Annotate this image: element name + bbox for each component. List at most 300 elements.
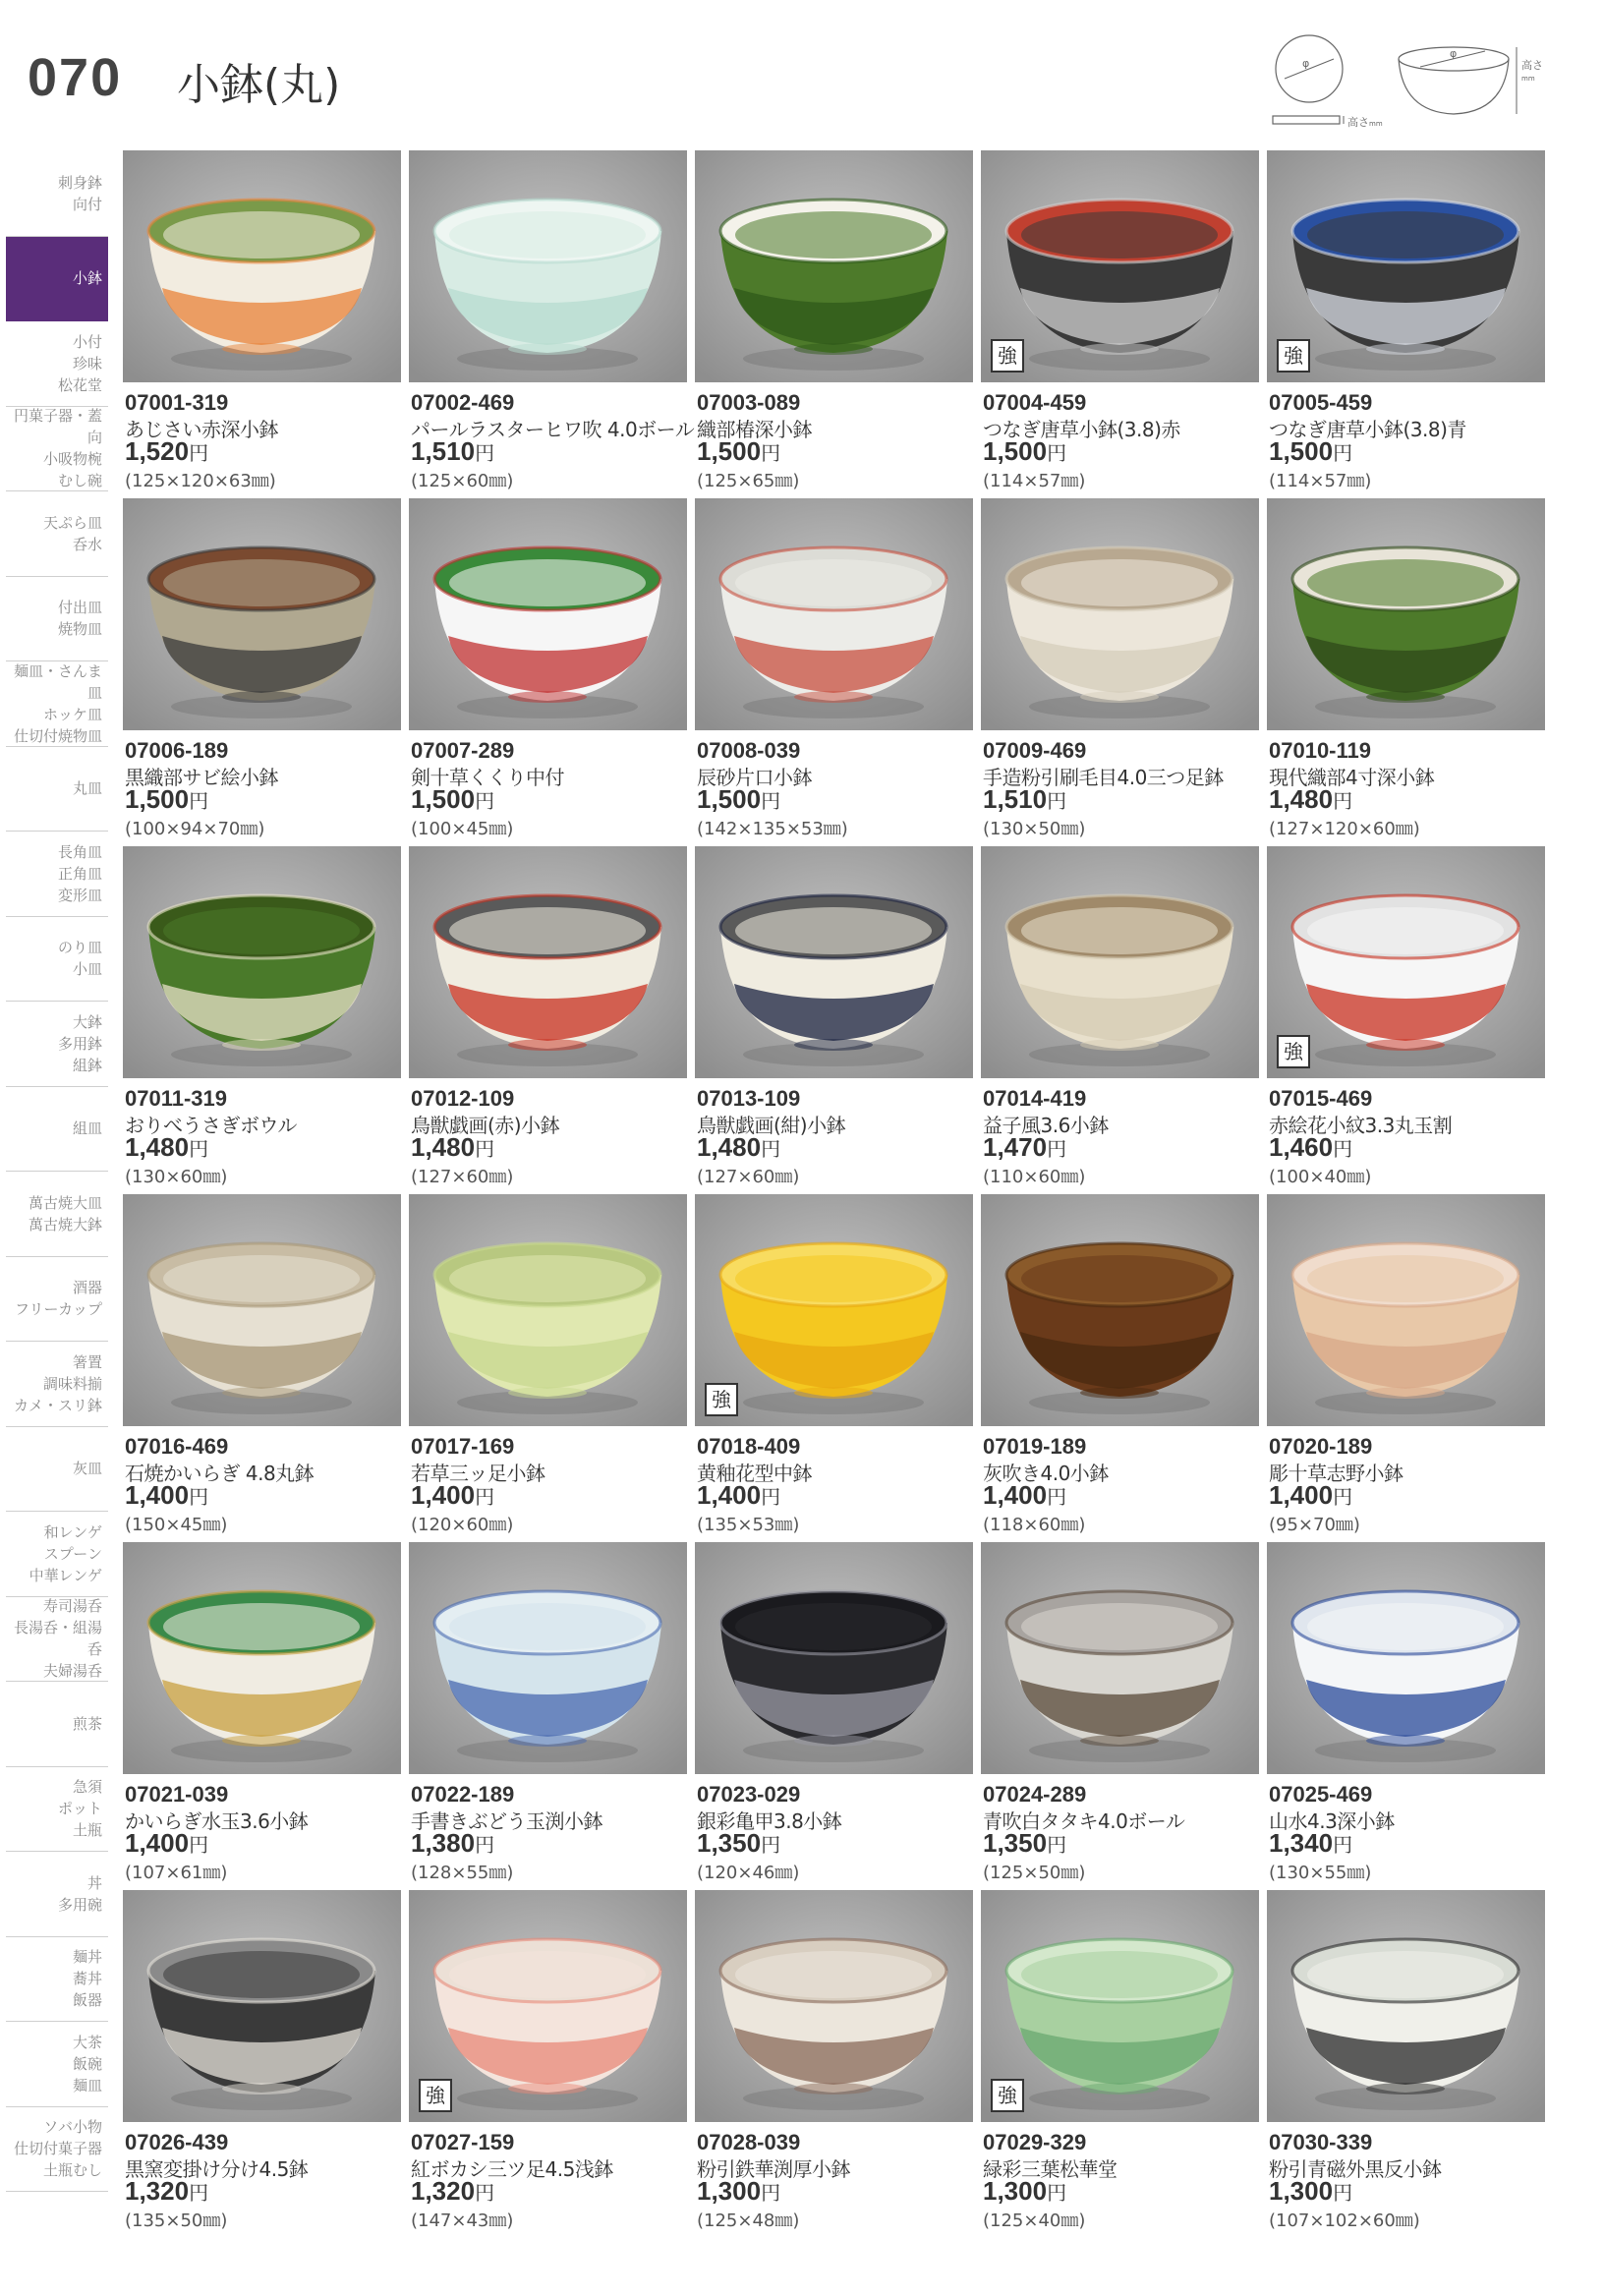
product-card[interactable] (695, 1542, 973, 1890)
product-name: 緑彩三葉松華堂 (983, 2157, 1117, 2181)
product-price (411, 2176, 494, 2207)
bowl-image (1267, 1542, 1545, 1774)
product-code: 07027-159 (411, 2130, 515, 2154)
price-currency: 円 (475, 443, 495, 465)
sidebar-item-label: 煎茶 (72, 1714, 102, 1733)
sidebar-item-label: 麺皿・さんま皿 ホッケ皿 仕切付焼物皿 (13, 661, 102, 745)
product-photo (981, 1542, 1259, 1774)
product-price (411, 784, 494, 815)
product-size: (125×48㎜) (697, 2210, 800, 2231)
price-currency: 円 (761, 791, 781, 813)
product-price (1269, 1132, 1352, 1163)
product-code: 07030-339 (1269, 2130, 1373, 2154)
sidebar-item-label: 急須 ポット 土瓶 (57, 1778, 102, 1840)
sidebar-item[interactable] (6, 151, 108, 237)
product-size: (100×45㎜) (411, 819, 514, 839)
sidebar-item[interactable] (6, 1512, 108, 1597)
product-size: (100×94×70㎜) (125, 819, 265, 839)
product-price (1269, 1480, 1352, 1511)
product-card[interactable] (409, 1890, 687, 2238)
product-name: 若草三ッ足小鉢 (411, 1462, 545, 1485)
bowl-image (1267, 498, 1545, 730)
bowl-image (409, 150, 687, 382)
bowl-image (981, 1194, 1259, 1426)
sidebar-item-label: 丸皿 (72, 779, 102, 798)
product-size: (127×120×60㎜) (1269, 819, 1420, 839)
product-card[interactable] (695, 150, 973, 498)
price-currency: 円 (189, 1487, 209, 1509)
product-photo (409, 1542, 687, 1774)
price-currency: 円 (1333, 1487, 1353, 1509)
product-price (697, 784, 780, 815)
bowl-image (123, 150, 401, 382)
product-size: (125×65㎜) (697, 471, 800, 491)
product-price (1269, 1828, 1352, 1859)
product-name: 青吹白タタキ4.0ボール (983, 1809, 1185, 1833)
price-currency: 円 (761, 1487, 781, 1509)
product-photo (695, 1194, 973, 1426)
product-card[interactable] (1267, 498, 1545, 846)
product-photo (123, 1890, 401, 2122)
product-size: (125×40㎜) (983, 2210, 1086, 2231)
product-code: 07007-289 (411, 738, 515, 763)
product-size: (114×57㎜) (1269, 471, 1372, 491)
product-size: (128×55㎜) (411, 1863, 514, 1883)
sidebar-item[interactable] (6, 491, 108, 577)
sidebar-item-label: ソバ小物 仕切付菓子器 土瓶むし (13, 2118, 102, 2180)
strength-badge: 強 (1277, 1035, 1310, 1068)
product-photo (409, 1194, 687, 1426)
product-card[interactable] (981, 1890, 1259, 2238)
sidebar-item-label: 大鉢 多用鉢 組鉢 (57, 1012, 102, 1074)
product-photo (1267, 498, 1545, 730)
product-name: 益子風3.6小鉢 (983, 1114, 1109, 1137)
sidebar-item[interactable] (6, 407, 108, 492)
product-code: 07015-469 (1269, 1086, 1373, 1111)
product-card[interactable] (1267, 1542, 1545, 1890)
price-currency: 円 (1333, 443, 1353, 465)
product-size: (125×50㎜) (983, 1863, 1086, 1883)
strength-badge: 強 (419, 2079, 452, 2112)
sidebar-item-label: 丼 多用碗 (57, 1873, 102, 1914)
price-currency: 円 (475, 1139, 495, 1161)
product-name: 銀彩亀甲3.8小鉢 (697, 1809, 842, 1833)
product-code: 07017-169 (411, 1434, 515, 1459)
sidebar-item[interactable] (6, 321, 108, 407)
product-photo (981, 150, 1259, 382)
price-currency: 円 (1333, 1835, 1353, 1857)
product-size: (118×60㎜) (983, 1515, 1086, 1535)
price-currency: 円 (189, 443, 209, 465)
product-size: (127×60㎜) (411, 1167, 514, 1187)
product-size: (150×45㎜) (125, 1515, 228, 1535)
product-code: 07016-469 (125, 1434, 229, 1459)
price-currency: 円 (475, 2183, 495, 2205)
price-value: 1,400 (125, 1828, 190, 1858)
product-code: 07008-039 (697, 738, 801, 763)
product-name: 灰吹き4.0小鉢 (983, 1462, 1109, 1485)
product-code: 07023-029 (697, 1782, 801, 1807)
bowl-image (695, 498, 973, 730)
product-name: 鳥獣戯画(赤)小鉢 (411, 1114, 560, 1137)
product-card[interactable] (1267, 1194, 1545, 1542)
bowl-image (409, 498, 687, 730)
product-card[interactable] (409, 150, 695, 498)
price-value: 1,400 (983, 1480, 1048, 1510)
product-price (983, 2176, 1066, 2207)
strength-badge: 強 (1277, 339, 1310, 373)
bowl-image (409, 1194, 687, 1426)
product-size: (127×60㎜) (697, 1167, 800, 1187)
sidebar-item-label: 灰皿 (72, 1460, 102, 1478)
price-currency: 円 (189, 791, 209, 813)
diagram-unit-label-1: mm (1369, 120, 1383, 128)
price-value: 1,400 (125, 1480, 190, 1510)
bowl-image (1267, 1890, 1545, 2122)
product-price (983, 1828, 1066, 1859)
sidebar-item[interactable] (6, 1172, 108, 1257)
product-name: おりべうさぎボウル (125, 1114, 297, 1137)
price-value: 1,480 (411, 1132, 476, 1162)
product-card[interactable] (123, 150, 401, 498)
sidebar-item-label: 和レンゲ スプーン 中華レンゲ (29, 1522, 102, 1584)
sidebar-item-label: 麺丼 蕎丼 飯器 (72, 1948, 102, 2010)
bowl-image (409, 1542, 687, 1774)
sidebar-item-label: 長角皿 正角皿 変形皿 (57, 842, 102, 904)
product-photo (695, 1542, 973, 1774)
product-name: 赤絵花小紋3.3丸玉割 (1269, 1114, 1453, 1137)
sidebar-item[interactable] (6, 2022, 108, 2107)
bowl-image (981, 846, 1259, 1078)
bowl-image (123, 498, 401, 730)
product-size: (107×61㎜) (125, 1863, 228, 1883)
price-value: 1,320 (411, 2176, 476, 2206)
sidebar-item[interactable] (6, 917, 108, 1003)
product-card[interactable] (695, 1194, 973, 1542)
sidebar-item[interactable] (6, 237, 108, 322)
product-price (125, 1828, 208, 1859)
product-photo (981, 498, 1259, 730)
sidebar-item[interactable] (6, 1852, 108, 1937)
product-size: (125×60㎜) (411, 471, 514, 491)
price-currency: 円 (1047, 2183, 1067, 2205)
price-value: 1,300 (983, 2176, 1048, 2206)
bowl-image (695, 1542, 973, 1774)
price-currency: 円 (1047, 791, 1067, 813)
product-card[interactable] (981, 1542, 1259, 1890)
page-number: 070 (28, 48, 123, 107)
product-code: 07010-119 (1269, 738, 1371, 763)
sidebar-item-label: 組皿 (72, 1119, 102, 1138)
price-value: 1,500 (697, 436, 762, 466)
product-photo (1267, 846, 1545, 1078)
bowl-image (981, 498, 1259, 730)
product-photo (981, 1194, 1259, 1426)
diagram-height-label-2: 高さ (1521, 59, 1543, 72)
product-size: (114×57㎜) (983, 471, 1086, 491)
sidebar-item-label: 円菓子器・蓋向 小吸物椀 むし碗 (13, 407, 102, 490)
sidebar-item[interactable] (6, 747, 108, 832)
bowl-image (123, 1890, 401, 2122)
price-value: 1,320 (125, 2176, 190, 2206)
product-price (983, 1132, 1066, 1163)
product-photo (409, 498, 687, 730)
product-photo (409, 150, 687, 382)
sidebar-item[interactable] (6, 1342, 108, 1427)
strength-badge: 強 (705, 1383, 738, 1416)
sidebar-item-label: 萬古焼大皿 萬古焼大鉢 (28, 1193, 102, 1234)
bowl-image (981, 1542, 1259, 1774)
product-photo (1267, 150, 1545, 382)
product-card[interactable] (695, 1890, 973, 2238)
product-price (125, 1480, 208, 1511)
product-code: 07009-469 (983, 738, 1087, 763)
product-card[interactable] (1267, 1890, 1545, 2238)
price-currency: 円 (1047, 443, 1067, 465)
product-code: 07022-189 (411, 1782, 515, 1807)
sidebar-item[interactable] (6, 661, 108, 747)
price-value: 1,340 (1269, 1828, 1334, 1858)
product-photo (409, 1890, 687, 2122)
product-size: (135×50㎜) (125, 2210, 228, 2231)
sidebar-item[interactable] (6, 2107, 108, 2193)
bowl-image (123, 1542, 401, 1774)
price-value: 1,480 (1269, 784, 1334, 814)
product-name: 織部椿深小鉢 (697, 418, 812, 441)
product-card[interactable] (981, 1194, 1259, 1542)
price-currency: 円 (761, 1139, 781, 1161)
product-card[interactable] (1267, 846, 1545, 1194)
product-code: 07021-039 (125, 1782, 229, 1807)
product-card[interactable] (409, 1194, 687, 1542)
product-name: 黒窯変掛け分け4.5鉢 (125, 2157, 309, 2181)
product-price (125, 2176, 208, 2207)
product-size: (110×60㎜) (983, 1167, 1086, 1187)
product-photo (1267, 1890, 1545, 2122)
product-name: 黒織部サビ絵小鉢 (125, 766, 278, 789)
product-code: 07028-039 (697, 2130, 801, 2154)
product-photo (981, 846, 1259, 1078)
product-name: かいらぎ水玉3.6小鉢 (125, 1809, 309, 1833)
price-currency: 円 (1333, 2183, 1353, 2205)
product-card[interactable] (123, 498, 401, 846)
product-name: 手書きぶどう玉渕小鉢 (411, 1809, 602, 1833)
price-currency: 円 (1047, 1139, 1067, 1161)
product-code: 07024-289 (983, 1782, 1087, 1807)
sidebar-item-label: 寿司湯呑 長湯呑・組湯呑 夫婦湯呑 (13, 1597, 102, 1681)
bowl-image (695, 150, 973, 382)
svg-text:高さmm (1347, 115, 1383, 129)
product-price (697, 436, 780, 467)
diagram-height-label-1: 高さ (1347, 116, 1369, 129)
product-photo (123, 1194, 401, 1426)
product-price (411, 436, 494, 467)
price-value: 1,300 (697, 2176, 762, 2206)
product-size: (125×120×63㎜) (125, 471, 276, 491)
price-currency: 円 (1047, 1487, 1067, 1509)
price-value: 1,400 (697, 1480, 762, 1510)
sidebar-item-label: 小鉢 (72, 269, 102, 288)
product-photo (1267, 1542, 1545, 1774)
bowl-image (1267, 1194, 1545, 1426)
product-price (697, 1480, 780, 1511)
product-name: 紅ボカシ三ツ足4.5浅鉢 (411, 2157, 613, 2181)
product-card[interactable] (981, 150, 1259, 498)
product-name: 鳥獣戯画(紺)小鉢 (697, 1114, 846, 1137)
product-price (411, 1828, 494, 1859)
product-code: 07018-409 (697, 1434, 801, 1459)
price-value: 1,480 (125, 1132, 190, 1162)
dimension-diagram (1263, 29, 1558, 138)
product-size: (100×40㎜) (1269, 1167, 1372, 1187)
product-code: 07011-319 (125, 1086, 227, 1111)
price-currency: 円 (1047, 1835, 1067, 1857)
product-photo (123, 498, 401, 730)
product-card[interactable] (409, 498, 687, 846)
bowl-image (695, 1890, 973, 2122)
sidebar-item[interactable] (6, 1087, 108, 1173)
product-photo (1267, 1194, 1545, 1426)
sidebar-item[interactable] (6, 1002, 108, 1087)
product-photo (123, 1542, 401, 1774)
product-price (411, 1132, 494, 1163)
product-price (983, 1480, 1066, 1511)
product-photo (123, 846, 401, 1078)
product-size: (120×46㎜) (697, 1863, 800, 1883)
price-currency: 円 (761, 1835, 781, 1857)
product-size: (130×50㎜) (983, 819, 1086, 839)
product-size: (142×135×53㎜) (697, 819, 848, 839)
product-card[interactable] (123, 1194, 401, 1542)
product-photo (695, 498, 973, 730)
product-price (697, 1132, 780, 1163)
sidebar-item[interactable] (6, 1597, 108, 1683)
sidebar-item[interactable] (6, 577, 108, 662)
product-price (983, 436, 1066, 467)
product-card[interactable] (123, 846, 401, 1194)
product-name: 石焼かいらぎ 4.8丸鉢 (125, 1462, 315, 1485)
product-code: 07026-439 (125, 2130, 229, 2154)
price-currency: 円 (761, 443, 781, 465)
product-code: 07005-459 (1269, 390, 1373, 415)
sidebar-item[interactable] (6, 1767, 108, 1853)
product-code: 07029-329 (983, 2130, 1087, 2154)
product-photo (123, 150, 401, 382)
product-price (411, 1480, 494, 1511)
sidebar-item[interactable] (6, 1257, 108, 1343)
product-price (1269, 436, 1352, 467)
sidebar-item-label: 天ぷら皿 呑水 (42, 513, 102, 553)
price-value: 1,400 (1269, 1480, 1334, 1510)
product-name: パールラスターヒワ吹 4.0ボール (411, 418, 695, 441)
product-price (1269, 784, 1352, 815)
sidebar-item-label: 付出皿 焼物皿 (57, 599, 102, 639)
product-code: 07025-469 (1269, 1782, 1373, 1807)
product-name: 山水4.3深小鉢 (1269, 1809, 1395, 1833)
price-value: 1,480 (697, 1132, 762, 1162)
price-currency: 円 (475, 1835, 495, 1857)
product-name: 現代織部4寸深小鉢 (1269, 766, 1435, 789)
price-value: 1,460 (1269, 1132, 1334, 1162)
sidebar-item[interactable] (6, 1682, 108, 1767)
product-price (125, 784, 208, 815)
price-value: 1,470 (983, 1132, 1048, 1162)
price-currency: 円 (475, 1487, 495, 1509)
product-price (125, 436, 208, 467)
strength-badge: 強 (991, 2079, 1024, 2112)
product-card[interactable] (695, 846, 973, 1194)
product-code: 07020-189 (1269, 1434, 1373, 1459)
product-price (1269, 2176, 1352, 2207)
sidebar-item[interactable] (6, 1937, 108, 2023)
product-photo (695, 846, 973, 1078)
product-card[interactable] (123, 1890, 401, 2238)
product-card[interactable] (1267, 150, 1545, 498)
price-currency: 円 (761, 2183, 781, 2205)
price-value: 1,300 (1269, 2176, 1334, 2206)
product-size: (147×43㎜) (411, 2210, 514, 2231)
product-code: 07006-189 (125, 738, 229, 763)
product-photo (409, 846, 687, 1078)
sidebar-item-label: 酒器 フリーカップ (15, 1279, 102, 1319)
product-photo (695, 1890, 973, 2122)
product-photo (981, 1890, 1259, 2122)
sidebar-item[interactable] (6, 832, 108, 917)
product-code: 07014-419 (983, 1086, 1087, 1111)
category-sidebar (6, 151, 108, 2192)
price-currency: 円 (189, 1835, 209, 1857)
product-size: (107×102×60㎜) (1269, 2210, 1420, 2231)
product-card[interactable] (981, 498, 1259, 846)
product-size: (95×70㎜) (1269, 1515, 1360, 1535)
price-currency: 円 (1333, 791, 1353, 813)
price-currency: 円 (1333, 1139, 1353, 1161)
price-currency: 円 (475, 791, 495, 813)
product-card[interactable] (695, 498, 973, 846)
sidebar-item-label: 大茶 飯碗 麺皿 (72, 2033, 102, 2095)
product-price (125, 1132, 208, 1163)
product-name: つなぎ唐草小鉢(3.8)赤 (983, 418, 1180, 441)
product-card[interactable] (123, 1542, 401, 1890)
product-name: 粉引青磁外黒反小鉢 (1269, 2157, 1442, 2181)
price-value: 1,500 (1269, 436, 1334, 466)
price-value: 1,520 (125, 436, 190, 466)
price-value: 1,500 (983, 436, 1048, 466)
product-code: 07012-109 (411, 1086, 515, 1111)
sidebar-item[interactable] (6, 1427, 108, 1513)
price-value: 1,510 (411, 436, 476, 466)
product-code: 07001-319 (125, 390, 229, 415)
product-size: (130×60㎜) (125, 1167, 228, 1187)
price-currency: 円 (189, 2183, 209, 2205)
product-name: 手造粉引刷毛目4.0三つ足鉢 (983, 766, 1224, 789)
page-title: 小鉢(丸) (177, 60, 341, 110)
bowl-image (123, 1194, 401, 1426)
product-card[interactable] (409, 846, 687, 1194)
product-size: (130×55㎜) (1269, 1863, 1372, 1883)
product-code: 07002-469 (411, 390, 515, 415)
bowl-image (695, 846, 973, 1078)
price-value: 1,500 (125, 784, 190, 814)
price-value: 1,400 (411, 1480, 476, 1510)
product-code: 07004-459 (983, 390, 1087, 415)
price-value: 1,350 (697, 1828, 762, 1858)
svg-text:φ: φ (1302, 57, 1310, 70)
product-price (983, 784, 1066, 815)
sidebar-item-label: 小付 珍味 松花堂 (57, 332, 102, 394)
product-card[interactable] (981, 846, 1259, 1194)
product-card[interactable] (409, 1542, 687, 1890)
